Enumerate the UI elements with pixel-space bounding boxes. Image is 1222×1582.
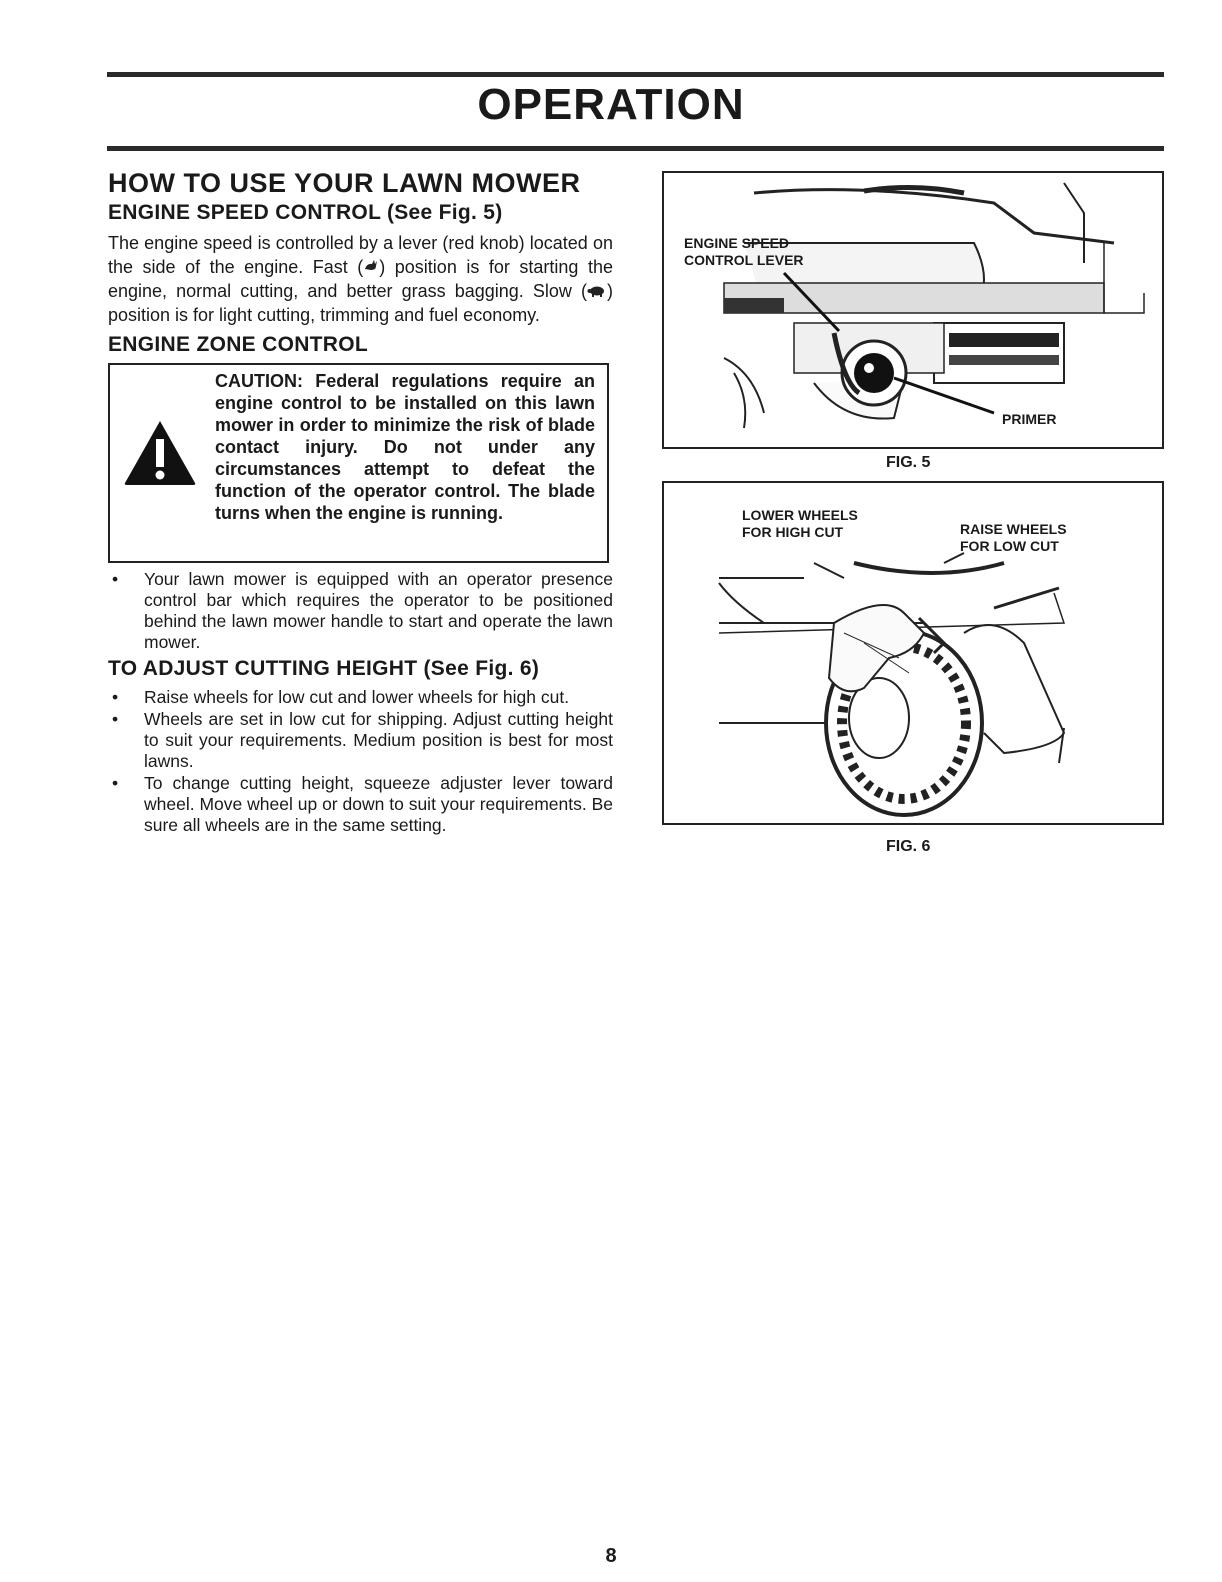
list-item: • Your lawn mower is equipped with an operator presence control bar which requires the operator to be positioned behind the lawn mower handle to start and operate the lawn mower.	[112, 569, 613, 652]
list-item: • Wheels are set in low cut for shipping. Adjust cutting height to suit your requirements. Medium position is best for most lawns.	[112, 709, 613, 771]
engine-zone-list	[108, 569, 613, 653]
fig6-caption: FIG. 6	[886, 838, 931, 855]
raise-wheels-label: RAISE WHEELS FOR LOW CUT	[960, 521, 1067, 554]
rabbit-icon	[363, 257, 379, 277]
page-number: 8	[605, 1545, 617, 1567]
cutting-height-heading: TO ADJUST CUTTING HEIGHT (See Fig. 6)	[108, 657, 540, 680]
fig5-caption: FIG. 5	[886, 454, 931, 471]
lower-wheels-label: LOWER WHEELS FOR HIGH CUT	[742, 507, 858, 540]
engine-speed-lever-label: ENGINE SPEED CONTROL LEVER	[684, 235, 804, 268]
engine-speed-heading: ENGINE SPEED CONTROL (See Fig. 5)	[108, 201, 503, 224]
caution-box	[108, 363, 609, 563]
engine-zone-heading: ENGINE ZONE CONTROL	[108, 333, 369, 356]
engine-speed-paragraph: The engine speed is controlled by a lever (red knob) located on the side of the engine. Fast ( ) position is for starting the engine, normal cutting, and better grass bagging. Slow ( ) position is for light cutting, trimming and fuel economy.	[108, 233, 613, 325]
cutting-height-list	[108, 687, 613, 836]
section-heading: HOW TO USE YOUR LAWN MOWER	[108, 168, 581, 198]
engine-drawing	[664, 173, 1162, 447]
list-item: • To change cutting height, squeeze adjuster lever toward wheel. Move wheel up or down to suit your requirements. Be sure all wheels are in the same setting.	[112, 773, 613, 835]
fig6-illustration	[662, 481, 1164, 825]
turtle-icon	[587, 281, 607, 301]
fig5-illustration	[662, 171, 1164, 449]
title-bottom-rule	[107, 146, 1164, 151]
page-title: OPERATION	[477, 80, 745, 129]
caution-text: CAUTION: Federal regulations require an engine control to be installed on this lawn mower in order to minimize the risk of blade contact injury. Do not under any circumstances attempt to defeat the function of the operator control. The blade turns when the engine is running.	[215, 371, 595, 523]
warning-triangle-icon	[123, 419, 197, 492]
primer-label: PRIMER	[1002, 411, 1057, 427]
left-column	[108, 168, 613, 840]
top-rule	[107, 72, 1164, 77]
list-item: • Raise wheels for low cut and lower wheels for high cut.	[112, 687, 570, 707]
wheel-drawing	[664, 483, 1162, 823]
